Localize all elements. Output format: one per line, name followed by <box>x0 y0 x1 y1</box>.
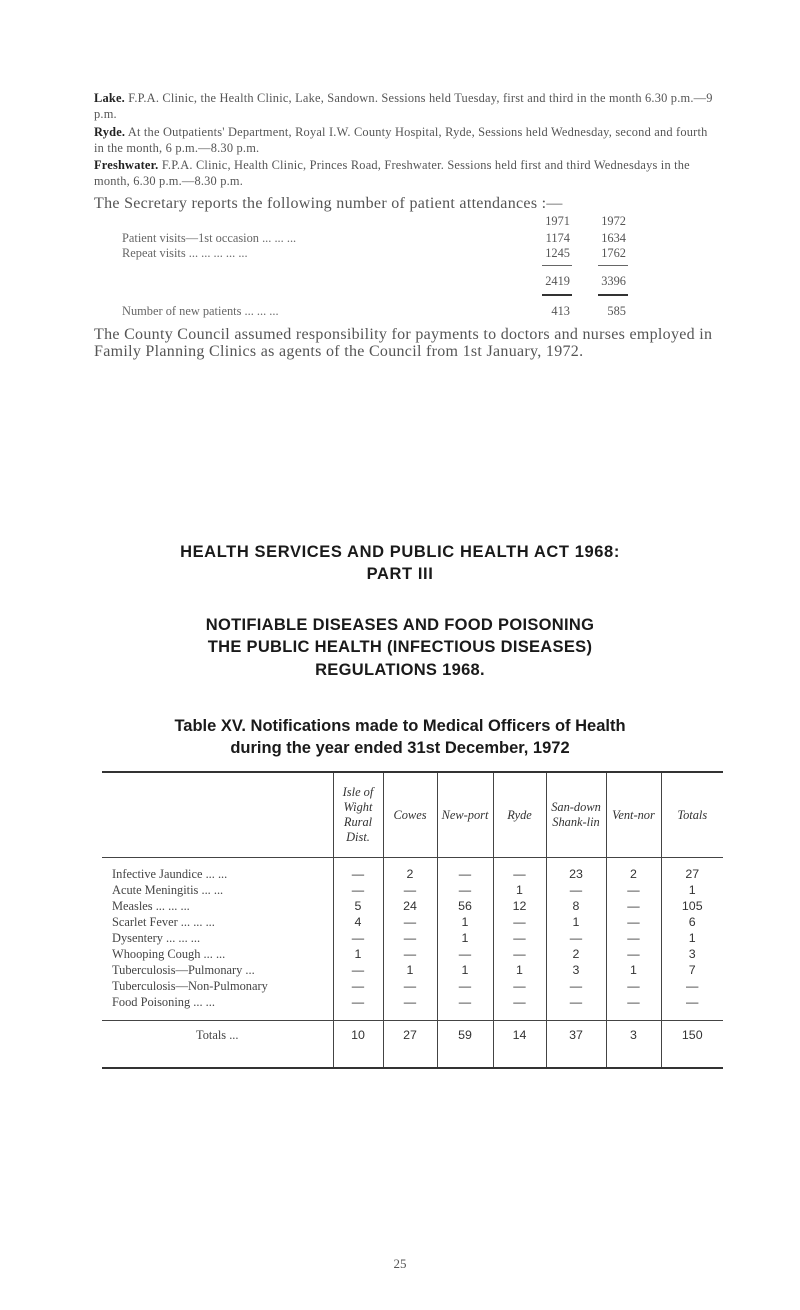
total-rule <box>542 294 572 296</box>
clinic-ryde <box>94 124 720 156</box>
table-cell: — <box>437 978 493 994</box>
total-rule <box>598 294 628 296</box>
table-cell: 27 <box>661 858 723 883</box>
table-row <box>102 882 723 898</box>
total-cell: 3 <box>606 1021 661 1069</box>
header-blank <box>102 772 333 858</box>
table-cell: 1 <box>493 962 546 978</box>
table-cell: 1 <box>437 962 493 978</box>
regs-heading-line3: REGULATIONS 1968. <box>315 661 485 679</box>
stat-value: 1174 <box>545 231 570 245</box>
table-cell: 2 <box>606 858 661 883</box>
disease-name: Dysentery ... ... ... <box>112 931 201 945</box>
totals-label: Totals ... <box>196 1028 239 1042</box>
table-row <box>102 994 723 1021</box>
act-heading-line2: PART III <box>366 565 434 583</box>
table-cell: — <box>383 914 437 930</box>
table-cell: — <box>437 994 493 1021</box>
clinic-place: Lake. <box>94 91 125 105</box>
sum-rule <box>598 265 628 266</box>
total-cell: 27 <box>383 1021 437 1069</box>
table-cell: 105 <box>661 898 723 914</box>
column-header: Cowes <box>383 772 437 858</box>
table-cell: 56 <box>437 898 493 914</box>
table-cell: — <box>383 994 437 1021</box>
table-cell: — <box>493 946 546 962</box>
clinic-text: F.P.A. Clinic, the Health Clinic, Lake, Sandown. Sessions held Tuesday, first and third in the month 6.30 p.m.—9 p.m. <box>94 91 713 121</box>
table-cell: 3 <box>546 962 606 978</box>
column-header: San-down Shank-lin <box>546 772 606 858</box>
table-cell: — <box>437 882 493 898</box>
table-cell: 2 <box>546 946 606 962</box>
sum-rule <box>542 265 572 266</box>
table-cell: 1 <box>661 882 723 898</box>
table-cell: 1 <box>493 882 546 898</box>
table-cell: 3 <box>661 946 723 962</box>
new-patients-value: 585 <box>607 304 626 318</box>
table-cell: — <box>333 994 383 1021</box>
table-cell: — <box>606 978 661 994</box>
table-cell: 1 <box>661 930 723 946</box>
table-cell: — <box>493 994 546 1021</box>
table-cell: 23 <box>546 858 606 883</box>
total-cell: 150 <box>661 1021 723 1069</box>
table-cell: 6 <box>661 914 723 930</box>
table-cell: — <box>546 994 606 1021</box>
stat-label: Patient visits—1st occasion ... ... ... <box>122 231 297 245</box>
table-row <box>102 930 723 946</box>
table-cell: 1 <box>546 914 606 930</box>
table-cell: 2 <box>383 858 437 883</box>
table-header-row <box>102 772 723 858</box>
table-cell: 12 <box>493 898 546 914</box>
clinic-text: F.P.A. Clinic, Health Clinic, Princes Road, Freshwater. Sessions held first and third Wednesdays in the month, 6.30 p.m.—8.30 p.m. <box>94 158 690 188</box>
table-row <box>102 858 723 883</box>
table-cell: — <box>383 946 437 962</box>
totals-row <box>102 1021 723 1069</box>
table-row <box>102 898 723 914</box>
table-cell: — <box>333 978 383 994</box>
clinic-place: Ryde. <box>94 125 126 139</box>
table-cell: 8 <box>546 898 606 914</box>
table-cell: — <box>493 930 546 946</box>
total-cell: 14 <box>493 1021 546 1069</box>
disease-name: Infective Jaundice ... ... <box>112 867 228 881</box>
table-cell: — <box>606 882 661 898</box>
total-value: 3396 <box>601 274 626 288</box>
page-number: 25 <box>393 1256 407 1271</box>
table-title-line2: during the year ended 31st December, 1972 <box>230 739 570 757</box>
disease-name: Acute Meningitis ... ... <box>112 883 224 897</box>
table-cell: 1 <box>606 962 661 978</box>
column-header: Isle of Wight Rural Dist. <box>333 772 383 858</box>
table-cell: 24 <box>383 898 437 914</box>
clinic-place: Freshwater. <box>94 158 159 172</box>
attendances-intro: The Secretary reports the following number of patient attendances :— <box>94 195 563 212</box>
clinic-text: At the Outpatients' Department, Royal I.W. County Hospital, Ryde, Sessions held Wednesday, second and fourth in the month, 6 p.m.—8.30 p.m. <box>94 125 708 155</box>
table-cell: — <box>606 914 661 930</box>
year-1971: 1971 <box>545 214 570 228</box>
regs-heading-line2: THE PUBLIC HEALTH (INFECTIOUS DISEASES) <box>207 638 593 656</box>
table-cell: — <box>606 898 661 914</box>
table-cell: — <box>333 858 383 883</box>
table-cell: 1 <box>437 930 493 946</box>
column-header: Ryde <box>493 772 546 858</box>
table-cell: 7 <box>661 962 723 978</box>
disease-name: Whooping Cough ... ... <box>112 947 226 961</box>
table-cell: — <box>546 978 606 994</box>
disease-name: Scarlet Fever ... ... ... <box>112 915 215 929</box>
disease-name: Tuberculosis—Pulmonary ... <box>112 963 255 977</box>
column-header: New-port <box>437 772 493 858</box>
table-cell: — <box>661 978 723 994</box>
table-cell: — <box>383 882 437 898</box>
table-cell: — <box>546 882 606 898</box>
table-cell: — <box>333 962 383 978</box>
table-cell: — <box>606 930 661 946</box>
table-cell: — <box>333 882 383 898</box>
table-row <box>102 978 723 994</box>
table-cell: — <box>493 978 546 994</box>
table-row <box>102 962 723 978</box>
disease-name: Food Poisoning ... ... <box>112 995 215 1009</box>
disease-name: Measles ... ... ... <box>112 899 190 913</box>
total-cell: 37 <box>546 1021 606 1069</box>
stat-value: 1634 <box>601 231 626 245</box>
table-body <box>102 858 723 1021</box>
table-cell: 1 <box>437 914 493 930</box>
total-cell: 10 <box>333 1021 383 1069</box>
council-note: The County Council assumed responsibility for payments to doctors and nurses employed in Family Planning Clinics as agents of the Council from 1st January, 1972. <box>94 326 713 360</box>
table-cell: — <box>383 930 437 946</box>
new-patients-label: Number of new patients ... ... ... <box>122 304 279 318</box>
clinic-freshwater <box>94 157 720 189</box>
regs-heading-line1: NOTIFIABLE DISEASES AND FOOD POISONING <box>205 616 595 634</box>
column-header: Totals <box>661 772 723 858</box>
table-row <box>102 946 723 962</box>
table-cell: — <box>606 946 661 962</box>
stat-label: Repeat visits ... ... ... ... ... <box>122 246 248 260</box>
table-cell: — <box>493 914 546 930</box>
notifications-table <box>102 771 723 1069</box>
table-cell: 1 <box>383 962 437 978</box>
table-cell: 4 <box>333 914 383 930</box>
table-cell: — <box>383 978 437 994</box>
stat-value: 1762 <box>601 246 626 260</box>
table-row <box>102 914 723 930</box>
act-heading-line1: HEALTH SERVICES AND PUBLIC HEALTH ACT 1968: <box>180 543 620 561</box>
disease-name: Tuberculosis—Non-Pulmonary <box>112 979 268 993</box>
table-cell: — <box>606 994 661 1021</box>
table-cell: — <box>546 930 606 946</box>
table-cell: 1 <box>333 946 383 962</box>
table-cell: — <box>493 858 546 883</box>
new-patients-value: 413 <box>551 304 570 318</box>
total-value: 2419 <box>545 274 570 288</box>
table-cell: — <box>437 946 493 962</box>
year-1972: 1972 <box>601 214 626 228</box>
table-title-line1: Table XV. Notifications made to Medical Officers of Health <box>174 717 626 735</box>
total-cell: 59 <box>437 1021 493 1069</box>
clinic-lake <box>94 90 720 122</box>
table-cell: — <box>661 994 723 1021</box>
column-header: Vent-nor <box>606 772 661 858</box>
stat-value: 1245 <box>545 246 570 260</box>
table-cell: — <box>333 930 383 946</box>
table-cell: 5 <box>333 898 383 914</box>
table-cell: — <box>437 858 493 883</box>
